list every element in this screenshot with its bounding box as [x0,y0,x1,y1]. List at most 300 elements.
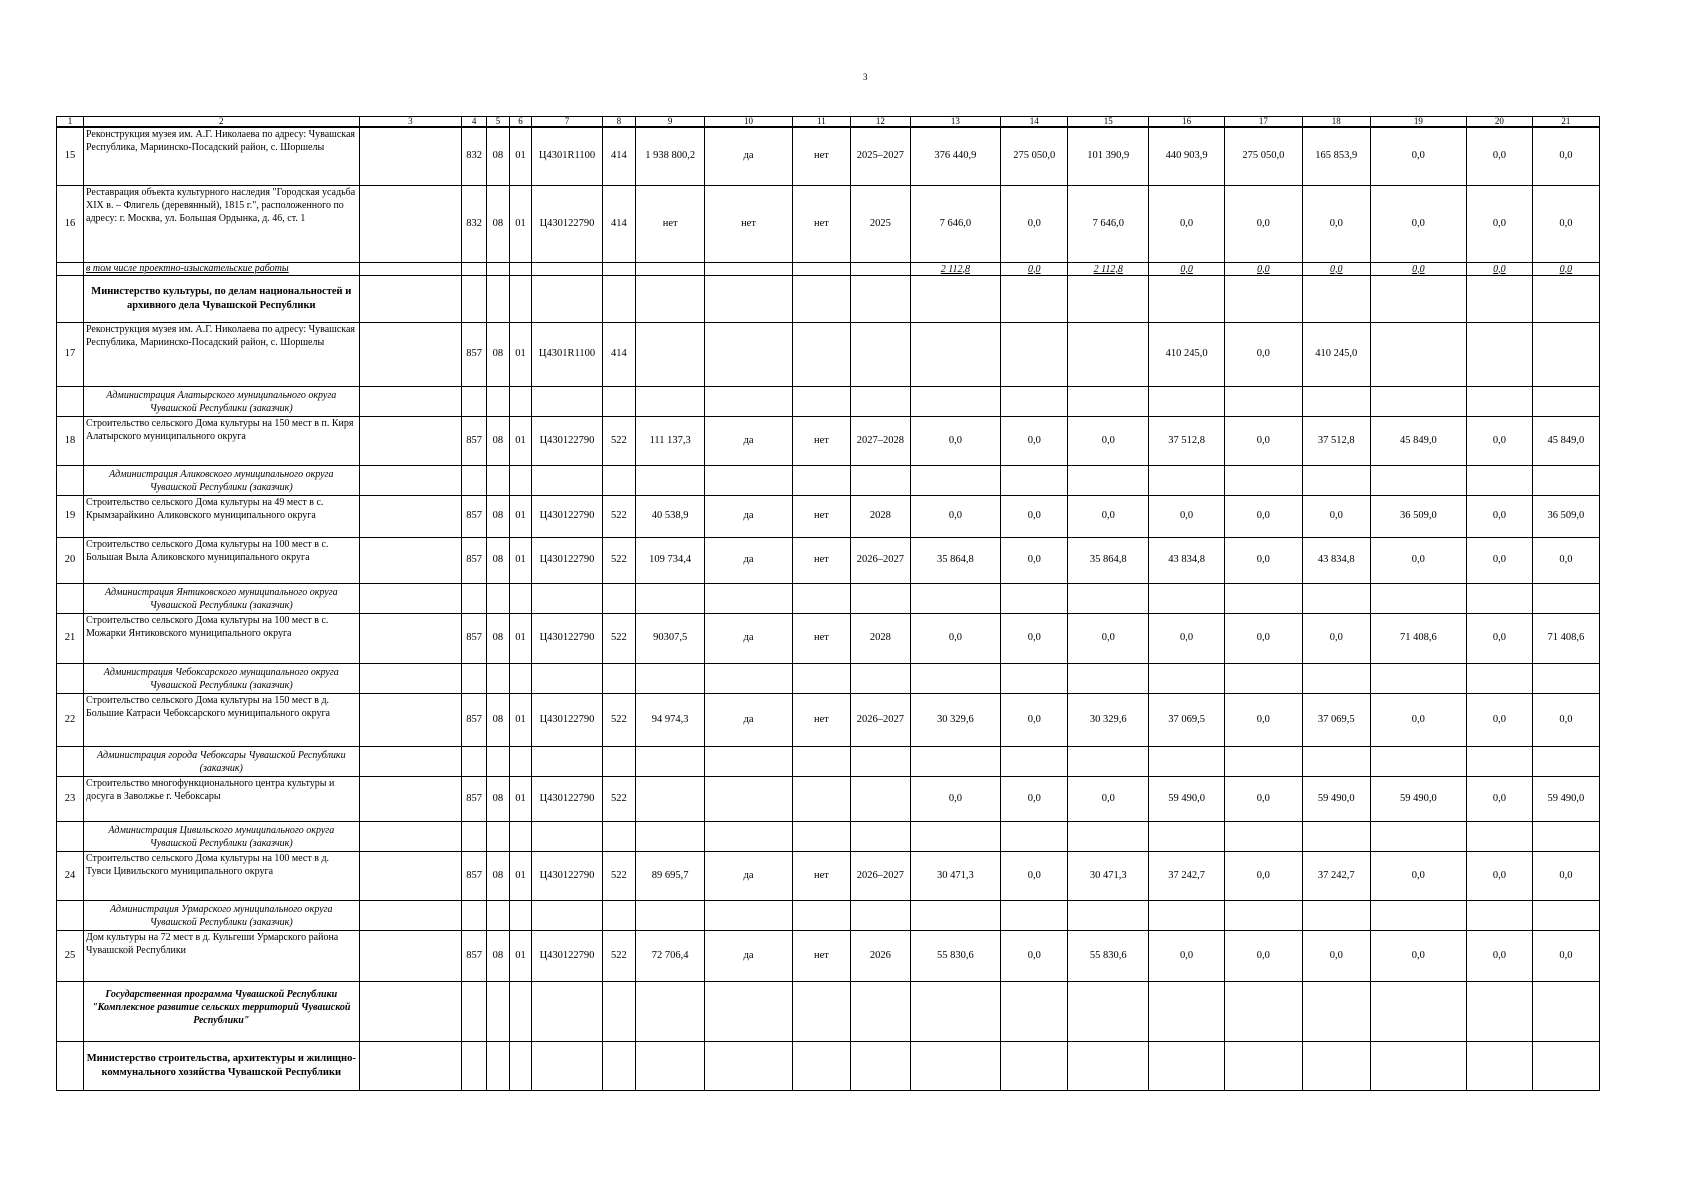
cell-col-14 [1001,901,1068,931]
cell-col-8 [602,276,635,323]
cell-col-13: 7 646,0 [910,186,1001,263]
cell-col-12: 2025–2027 [851,127,910,186]
cell-col-18 [1302,466,1370,496]
cell-col-7: Ц4301R1100 [532,323,602,387]
cell-col-15 [1068,822,1149,852]
cell-col-4 [462,664,487,694]
cell-col-10 [705,466,793,496]
cell-col-12: 2026 [851,931,910,982]
cell-col-17 [1224,982,1302,1042]
cell-col-11: нет [792,694,850,747]
header-cell: 9 [636,117,705,128]
cell-col-3 [359,822,462,852]
cell-col-5 [487,1042,510,1091]
cell-col-19 [1370,387,1466,417]
cell-col-19 [1370,276,1466,323]
cell-col-21: 71 408,6 [1532,614,1599,664]
cell-col-18 [1302,747,1370,777]
cell-col-3 [359,263,462,276]
cell-col-12 [851,664,910,694]
cell-col-8: 522 [602,777,635,822]
object-name: Реставрация объекта культурного наследия "Городская усадьба XIX в. – Флигель (деревянный), 1815 г.", расположенного по адресу: г. Москва, ул. Большая Ордынка, д. 46, ст. 1 [84,186,360,263]
row-number [57,822,84,852]
agency-heading: Администрация Цивильского муниципального округа Чувашской Республики (заказчик) [84,822,360,852]
header-cell: 14 [1001,117,1068,128]
cell-col-9: 90307,5 [636,614,705,664]
cell-col-18: 37 069,5 [1302,694,1370,747]
table-row-item [57,614,1600,664]
cell-col-19 [1370,982,1466,1042]
cell-col-16: 43 834,8 [1149,538,1225,584]
cell-col-7 [532,901,602,931]
cell-col-10 [705,901,793,931]
table-row-item [57,852,1600,901]
cell-col-11 [792,822,850,852]
table-row-section [57,1042,1600,1091]
table-row-program [57,982,1600,1042]
cell-col-6 [509,901,532,931]
cell-col-14: 0,0 [1001,694,1068,747]
cell-col-12 [851,387,910,417]
cell-col-6: 01 [509,852,532,901]
cell-col-4: 857 [462,417,487,466]
cell-col-13 [910,466,1001,496]
cell-col-9: 1 938 800,2 [636,127,705,186]
cell-col-7: Ц430122790 [532,417,602,466]
cell-col-19: 45 849,0 [1370,417,1466,466]
cell-col-6: 01 [509,417,532,466]
cell-col-21: 0,0 [1532,538,1599,584]
cell-col-4 [462,1042,487,1091]
object-name: Строительство сельского Дома культуры на 150 мест в д. Большие Катраси Чебоксарского муниципального округа [84,694,360,747]
cell-col-14 [1001,387,1068,417]
cell-col-3 [359,538,462,584]
cell-col-17 [1224,664,1302,694]
cell-col-12 [851,323,910,387]
cell-col-7: Ц430122790 [532,496,602,538]
cell-col-13 [910,982,1001,1042]
cell-col-15: 7 646,0 [1068,186,1149,263]
cell-col-4: 857 [462,931,487,982]
cell-col-4: 832 [462,186,487,263]
cell-col-19 [1370,323,1466,387]
cell-col-14: 0,0 [1001,777,1068,822]
page-number: 3 [863,72,868,82]
cell-col-21 [1532,276,1599,323]
cell-col-6 [509,466,532,496]
cell-col-16: 440 903,9 [1149,127,1225,186]
cell-col-15 [1068,584,1149,614]
row-number: 15 [57,127,84,186]
cell-col-17 [1224,387,1302,417]
cell-col-6: 01 [509,323,532,387]
cell-col-8 [602,387,635,417]
cell-col-20 [1466,982,1532,1042]
cell-col-19: 0,0 [1370,186,1466,263]
cell-col-11: нет [792,931,850,982]
cell-col-14: 0,0 [1001,538,1068,584]
cell-col-17 [1224,466,1302,496]
cell-col-6 [509,584,532,614]
table-row-item [57,694,1600,747]
cell-col-3 [359,186,462,263]
cell-col-3 [359,276,462,323]
cell-col-8: 414 [602,186,635,263]
cell-col-13 [910,822,1001,852]
cell-col-17: 275 050,0 [1224,127,1302,186]
cell-col-12: 2026–2027 [851,852,910,901]
table-row-item [57,323,1600,387]
cell-col-10 [705,584,793,614]
row-number: 25 [57,931,84,982]
header-cell: 19 [1370,117,1466,128]
cell-col-6 [509,276,532,323]
cell-col-21: 0,0 [1532,852,1599,901]
cell-col-3 [359,323,462,387]
cell-col-3 [359,614,462,664]
cell-col-12: 2026–2027 [851,694,910,747]
cell-col-17: 0,0 [1224,496,1302,538]
cell-col-3 [359,664,462,694]
cell-col-18: 410 245,0 [1302,323,1370,387]
cell-col-20 [1466,387,1532,417]
investment-table [56,116,1600,1091]
cell-col-7 [532,747,602,777]
cell-col-18: 165 853,9 [1302,127,1370,186]
cell-col-5 [487,747,510,777]
cell-col-18: 59 490,0 [1302,777,1370,822]
cell-col-19 [1370,1042,1466,1091]
row-number: 23 [57,777,84,822]
cell-col-15 [1068,747,1149,777]
cell-col-11: нет [792,127,850,186]
cell-col-19: 0,0 [1370,694,1466,747]
cell-col-16: 0,0 [1149,496,1225,538]
cell-col-3 [359,694,462,747]
cell-col-9: нет [636,186,705,263]
header-cell: 20 [1466,117,1532,128]
cell-col-11 [792,584,850,614]
cell-col-21 [1532,664,1599,694]
header-cell: 15 [1068,117,1149,128]
cell-col-11: нет [792,852,850,901]
cell-col-16: 59 490,0 [1149,777,1225,822]
cell-col-21 [1532,387,1599,417]
cell-col-13: 0,0 [910,417,1001,466]
cell-col-4 [462,276,487,323]
header-cell: 4 [462,117,487,128]
cell-col-18 [1302,982,1370,1042]
cell-col-4 [462,822,487,852]
cell-col-21 [1532,1042,1599,1091]
cell-col-13 [910,747,1001,777]
cell-col-17: 0,0 [1224,931,1302,982]
cell-col-20: 0,0 [1466,417,1532,466]
cell-col-4 [462,263,487,276]
cell-col-16: 0,0 [1149,263,1225,276]
cell-col-16: 410 245,0 [1149,323,1225,387]
object-name: Строительство сельского Дома культуры на 100 мест в с. Можарки Янтиковского муниципального округа [84,614,360,664]
cell-col-11: нет [792,417,850,466]
cell-col-8 [602,664,635,694]
row-number [57,901,84,931]
header-cell: 3 [359,117,462,128]
cell-col-5: 08 [487,852,510,901]
cell-col-11: нет [792,496,850,538]
cell-col-17: 0,0 [1224,323,1302,387]
header-cell: 8 [602,117,635,128]
agency-heading: Администрация города Чебоксары Чувашской Республики (заказчик) [84,747,360,777]
cell-col-14: 0,0 [1001,931,1068,982]
cell-col-12 [851,982,910,1042]
cell-col-5: 08 [487,931,510,982]
cell-col-11: нет [792,538,850,584]
table-row-agency [57,901,1600,931]
cell-col-3 [359,982,462,1042]
header-cell: 7 [532,117,602,128]
section-heading: Министерство культуры, по делам национальностей и архивного дела Чувашской Республики [84,276,360,323]
cell-col-20: 0,0 [1466,931,1532,982]
cell-col-4: 832 [462,127,487,186]
cell-col-18: 0,0 [1302,186,1370,263]
row-number: 18 [57,417,84,466]
cell-col-21: 36 509,0 [1532,496,1599,538]
cell-col-15 [1068,387,1149,417]
cell-col-5: 08 [487,127,510,186]
header-cell: 2 [84,117,360,128]
object-name: Строительство сельского Дома культуры на 49 мест в с. Крымзарайкино Аликовского муниципального округа [84,496,360,538]
cell-col-8: 522 [602,931,635,982]
cell-col-14 [1001,747,1068,777]
cell-col-7: Ц430122790 [532,777,602,822]
cell-col-21: 45 849,0 [1532,417,1599,466]
cell-col-14 [1001,323,1068,387]
cell-col-3 [359,777,462,822]
cell-col-15 [1068,982,1149,1042]
cell-col-10 [705,747,793,777]
cell-col-12: 2028 [851,496,910,538]
cell-col-10: да [705,852,793,901]
cell-col-14: 0,0 [1001,417,1068,466]
cell-col-20: 0,0 [1466,496,1532,538]
cell-col-19: 36 509,0 [1370,496,1466,538]
cell-col-9 [636,323,705,387]
cell-col-17: 0,0 [1224,614,1302,664]
cell-col-10: да [705,417,793,466]
cell-col-18 [1302,901,1370,931]
cell-col-19 [1370,466,1466,496]
cell-col-15: 30 329,6 [1068,694,1149,747]
cell-col-8: 522 [602,496,635,538]
cell-col-13 [910,387,1001,417]
cell-col-5 [487,466,510,496]
cell-col-5: 08 [487,538,510,584]
cell-col-20 [1466,584,1532,614]
cell-col-17 [1224,901,1302,931]
cell-col-21 [1532,982,1599,1042]
cell-col-10: да [705,931,793,982]
cell-col-9 [636,664,705,694]
cell-col-20 [1466,901,1532,931]
cell-col-15: 35 864,8 [1068,538,1149,584]
cell-col-7 [532,263,602,276]
table-row-item [57,538,1600,584]
cell-col-9 [636,901,705,931]
table-row-agency [57,466,1600,496]
cell-col-5 [487,584,510,614]
cell-col-9: 40 538,9 [636,496,705,538]
cell-col-8 [602,1042,635,1091]
cell-col-19: 0,0 [1370,263,1466,276]
cell-col-10 [705,664,793,694]
header-cell: 5 [487,117,510,128]
cell-col-13 [910,901,1001,931]
cell-col-14: 0,0 [1001,263,1068,276]
cell-col-16: 37 242,7 [1149,852,1225,901]
cell-col-15 [1068,664,1149,694]
cell-col-13: 376 440,9 [910,127,1001,186]
cell-col-3 [359,901,462,931]
row-number: 16 [57,186,84,263]
cell-col-21: 0,0 [1532,186,1599,263]
cell-col-17 [1224,276,1302,323]
cell-col-7: Ц430122790 [532,614,602,664]
cell-col-19 [1370,584,1466,614]
object-name: Строительство сельского Дома культуры на 150 мест в п. Киря Алатырского муниципального округа [84,417,360,466]
cell-col-17 [1224,584,1302,614]
agency-heading: Администрация Аликовского муниципального округа Чувашской Республики (заказчик) [84,466,360,496]
cell-col-15 [1068,901,1149,931]
cell-col-13: 2 112,8 [910,263,1001,276]
header-cell: 11 [792,117,850,128]
cell-col-3 [359,466,462,496]
cell-col-19: 59 490,0 [1370,777,1466,822]
table-row-item [57,931,1600,982]
cell-col-8: 522 [602,417,635,466]
cell-col-15: 2 112,8 [1068,263,1149,276]
table-row-sub [57,263,1600,276]
cell-col-12 [851,263,910,276]
cell-col-6 [509,982,532,1042]
cell-col-9: 94 974,3 [636,694,705,747]
cell-col-13: 0,0 [910,614,1001,664]
cell-col-7 [532,1042,602,1091]
cell-col-10: да [705,694,793,747]
cell-col-16 [1149,584,1225,614]
cell-col-7 [532,387,602,417]
cell-col-4: 857 [462,852,487,901]
cell-col-13 [910,584,1001,614]
cell-col-18 [1302,584,1370,614]
cell-col-10 [705,276,793,323]
cell-col-10 [705,777,793,822]
cell-col-7 [532,584,602,614]
cell-col-10: да [705,496,793,538]
cell-col-8 [602,982,635,1042]
cell-col-3 [359,417,462,466]
cell-col-20 [1466,276,1532,323]
cell-col-17: 0,0 [1224,777,1302,822]
cell-col-6: 01 [509,496,532,538]
cell-col-17 [1224,822,1302,852]
cell-col-16 [1149,982,1225,1042]
cell-col-7 [532,276,602,323]
table-row-item [57,417,1600,466]
cell-col-9 [636,777,705,822]
header-cell: 13 [910,117,1001,128]
cell-col-15: 0,0 [1068,496,1149,538]
table-row-agency [57,387,1600,417]
row-number: 19 [57,496,84,538]
cell-col-11 [792,747,850,777]
cell-col-20 [1466,466,1532,496]
cell-col-15 [1068,276,1149,323]
cell-col-4: 857 [462,496,487,538]
object-name: Реконструкция музея им. А.Г. Николаева по адресу: Чувашская Республика, Мариинско-Посадский район, с. Шоршелы [84,323,360,387]
cell-col-6 [509,263,532,276]
cell-col-7: Ц430122790 [532,694,602,747]
agency-heading: Администрация Янтиковского муниципального округа Чувашской Республики (заказчик) [84,584,360,614]
cell-col-21 [1532,901,1599,931]
cell-col-12 [851,584,910,614]
header-cell: 12 [851,117,910,128]
cell-col-15: 0,0 [1068,417,1149,466]
cell-col-6: 01 [509,777,532,822]
cell-col-8 [602,584,635,614]
cell-col-9 [636,466,705,496]
cell-col-20: 0,0 [1466,263,1532,276]
cell-col-21: 0,0 [1532,931,1599,982]
cell-col-6: 01 [509,127,532,186]
cell-col-11 [792,664,850,694]
cell-col-9: 111 137,3 [636,417,705,466]
cell-col-6 [509,822,532,852]
cell-col-9 [636,982,705,1042]
cell-col-17: 0,0 [1224,852,1302,901]
cell-col-9 [636,822,705,852]
cell-col-20 [1466,1042,1532,1091]
cell-col-18 [1302,822,1370,852]
cell-col-4: 857 [462,614,487,664]
cell-col-14 [1001,584,1068,614]
cell-col-3 [359,387,462,417]
table-row-item [57,186,1600,263]
cell-col-20 [1466,822,1532,852]
cell-col-9: 89 695,7 [636,852,705,901]
cell-col-12 [851,777,910,822]
cell-col-18 [1302,664,1370,694]
cell-col-8: 522 [602,614,635,664]
cell-col-20: 0,0 [1466,186,1532,263]
cell-col-7 [532,982,602,1042]
cell-col-8: 414 [602,127,635,186]
cell-col-20: 0,0 [1466,538,1532,584]
cell-col-20 [1466,323,1532,387]
row-number [57,466,84,496]
cell-col-6 [509,747,532,777]
row-number [57,982,84,1042]
cell-col-7: Ц430122790 [532,931,602,982]
cell-col-20: 0,0 [1466,614,1532,664]
cell-col-11: нет [792,614,850,664]
header-cell: 10 [705,117,793,128]
row-number [57,1042,84,1091]
table-row-item [57,496,1600,538]
row-number [57,584,84,614]
cell-col-11 [792,901,850,931]
cell-col-16: 0,0 [1149,931,1225,982]
section-heading: Министерство строительства, архитектуры и жилищно-коммунального хозяйства Чувашской Республики [84,1042,360,1091]
